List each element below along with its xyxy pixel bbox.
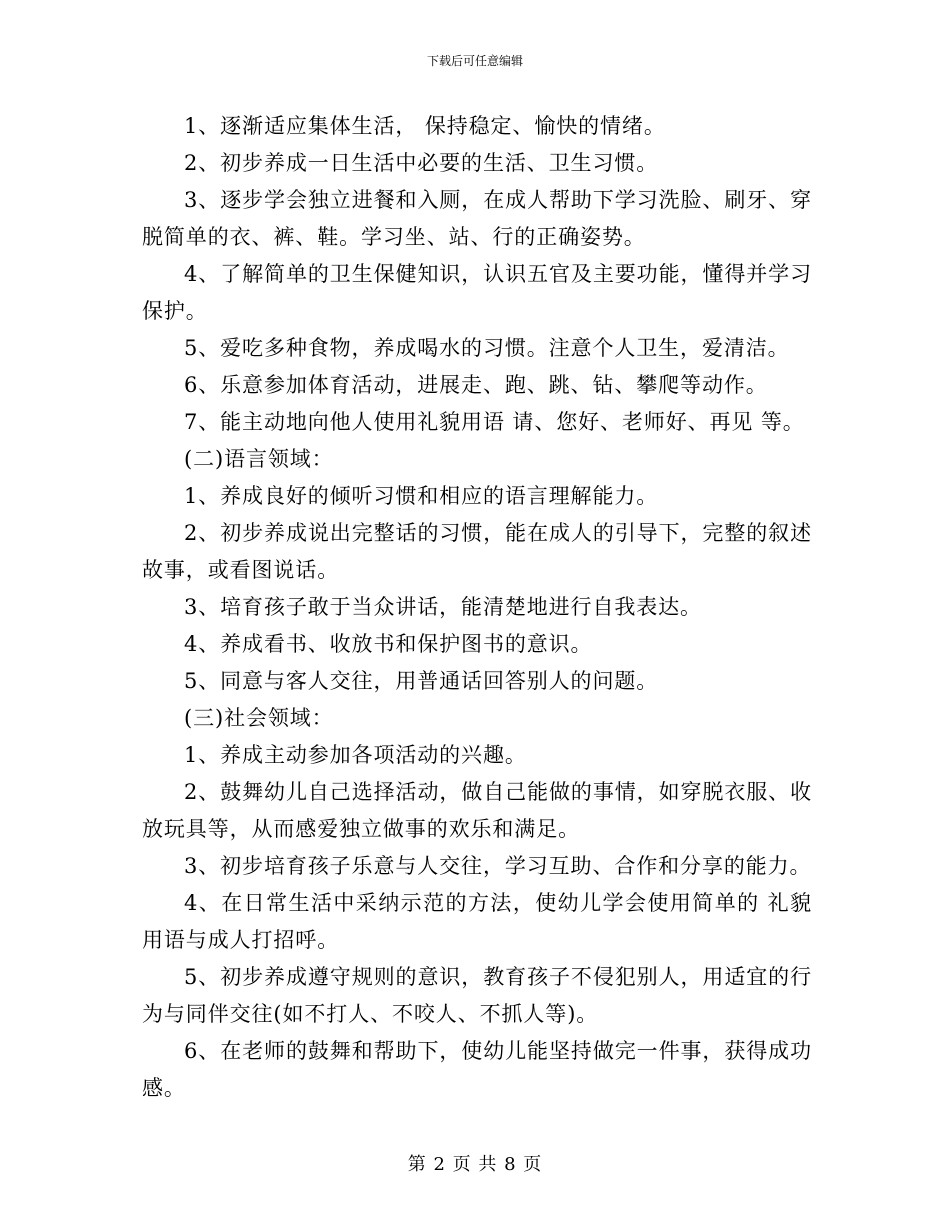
paragraph-social-4: 4、在日常生活中采纳示范的方法，使幼儿学会使用简单的 礼貌用语与成人打招呼。 <box>142 891 812 952</box>
paragraph-social-5: 5、初步养成遵守规则的意识，教育孩子不侵犯别人，用适宜的行为与同伴交往(如不打人、不咬人、不抓人等)。 <box>142 965 812 1026</box>
paragraph-health-6: 6、乐意参加体育活动，进展走、跑、跳、钻、攀爬等动作。 <box>184 373 768 397</box>
paragraph-language-4: 4、养成看书、收放书和保护图书的意识。 <box>184 632 593 656</box>
page-footer: 第 2 页 共 8 页 <box>407 1154 543 1175</box>
paragraph-language-3: 3、培育孩子敢于当众讲话，能清楚地进行自我表达。 <box>184 595 702 619</box>
paragraph-language-1: 1、养成良好的倾听习惯和相应的语言理解能力。 <box>184 484 659 508</box>
paragraph-social-1: 1、养成主动参加各项活动的兴趣。 <box>184 743 527 767</box>
paragraph-social-3: 3、初步培育孩子乐意与人交往，学习互助、合作和分享的能力。 <box>184 854 812 878</box>
paragraph-language-2: 2、初步养成说出完整话的习惯，能在成人的引导下，完整的叙述故事，或看图说话。 <box>142 521 812 582</box>
paragraph-social-6: 6、在老师的鼓舞和帮助下，使幼儿能坚持做完一件事，获得成功感。 <box>142 1039 812 1100</box>
paragraph-health-1: 1、逐渐适应集体生活， 保持稳定、愉快的情绪。 <box>184 114 666 138</box>
paragraph-language-5: 5、同意与客人交往，用普通话回答别人的问题。 <box>184 669 659 693</box>
page-header: 下载后可任意编辑 <box>426 54 523 68</box>
document-body <box>142 108 812 1107</box>
paragraph-social-2: 2、鼓舞幼儿自己选择活动，做自己能做的事情，如穿脱衣服、收放玩具等，从而感爱独立做事的欢乐和满足。 <box>142 780 812 841</box>
paragraph-health-4: 4、了解简单的卫生保健知识，认识五官及主要功能，懂得并学习保护。 <box>142 262 812 323</box>
section-heading-social: (三)社会领域： <box>184 706 334 730</box>
section-heading-language: (二)语言领域： <box>184 447 334 471</box>
paragraph-health-7: 7、能主动地向他人使用礼貌用语 请、您好、老师好、再见 等。 <box>184 410 805 434</box>
paragraph-health-2: 2、初步养成一日生活中必要的生活、卫生习惯。 <box>184 151 659 175</box>
paragraph-health-3: 3、逐步学会独立进餐和入厕，在成人帮助下学习洗脸、刷牙、穿脱简单的衣、裤、鞋。学习坐、站、行的正确姿势。 <box>142 188 812 249</box>
paragraph-health-5: 5、爱吃多种食物，养成喝水的习惯。注意个人卫生，爱清洁。 <box>184 336 790 360</box>
